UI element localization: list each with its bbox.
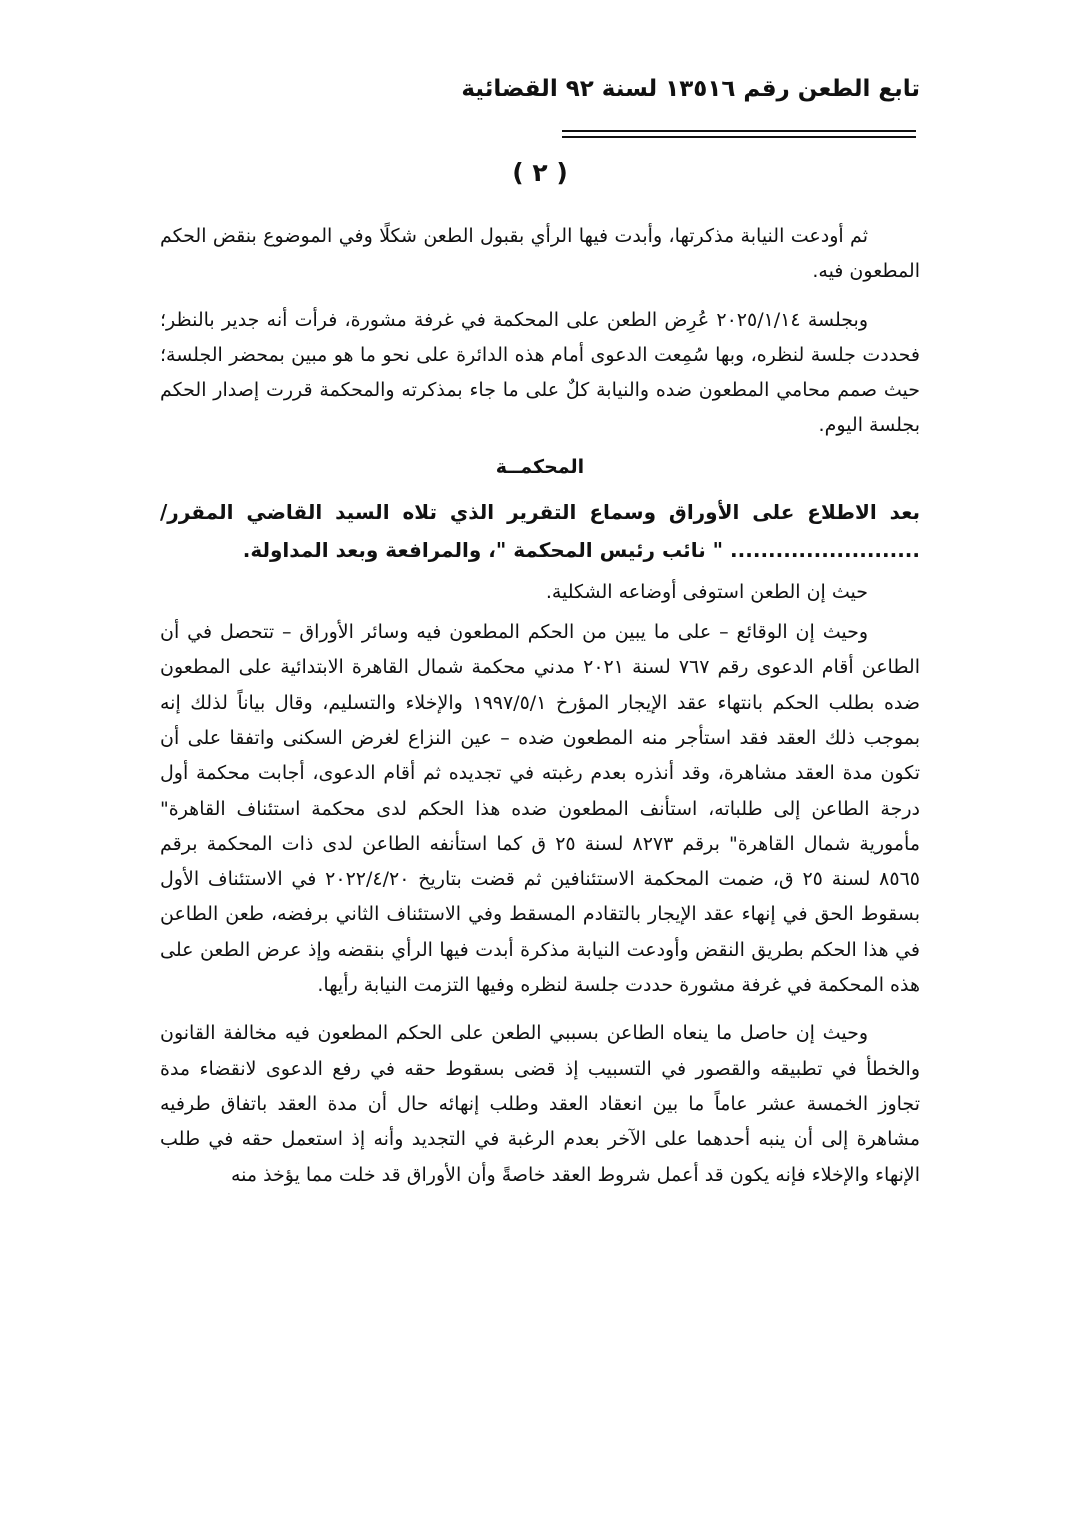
document-body <box>160 219 920 1206</box>
section-heading-court: المحكمــة <box>495 455 585 478</box>
paragraph-grounds: وحيث إن حاصل ما ينعاه الطاعن بسببي الطعن على الحكم المطعون فيه مخالفة القانون والخطأ في تطبيقه والقصور في التسبيب إذ قضى بسقوط حقه في رفع الدعوى لانقضاء مدة تجاوز الخمسة عشر عاماً ما بين انعقاد العقد وطلب إنهائه حال أن مدة العقد باتفاق طرفيه مشاهرة إلى أن ينبه أحدهما على الآخر بعدم الرغبة في التجديد وأنه إذ استعمل حقه في طلب الإنهاء والإخلاء فإنه يكون قد أعمل شروط العقد خاصةً وأن الأوراق قد خلت مما يؤخذ منه <box>160 1022 920 1186</box>
paragraph-after-review: بعد الاطلاع على الأوراق وسماع التقرير الذي تلاه السيد القاضي المقرر/ ......................... " نائب رئيس المحكمة "، والمرافعة وبعد المداولة. <box>160 499 920 562</box>
page-number: ( ٢ ) <box>512 158 568 187</box>
paragraph-formal-requirements: حيث إن الطعن استوفى أوضاعه الشكلية. <box>545 580 868 603</box>
header-double-rule <box>562 130 916 138</box>
paragraph-session: وبجلسة ٢٠٢٥/١/١٤ عُرِض الطعن على المحكمة في غرفة مشورة، فرأت أنه جدير بالنظر؛ فحددت جلسة لنظره، وبها سُمِعت الدعوى أمام هذه الدائرة على نحو ما هو مبين بمحضر الجلسة؛ حيث صمم محامي المطعون ضده والنيابة كلٌ على ما جاء بمذكرته والمحكمة قررت إصدار الحكم بجلسة اليوم. <box>160 308 920 437</box>
case-header-title: تابع الطعن رقم ١٣٥١٦ لسنة ٩٢ القضائية <box>461 76 920 102</box>
paragraph-prosecution-memo: ثم أودعت النيابة مذكرتها، وأبدت فيها الرأي بقبول الطعن شكلًا وفي الموضوع بنقض الحكم المطعون فيه. <box>160 225 920 283</box>
paragraph-facts: وحيث إن الوقائع – على ما يبين من الحكم المطعون فيه وسائر الأوراق – تتحصل في أن الطاعن أقام الدعوى رقم ٧٦٧ لسنة ٢٠٢١ مدني محكمة شمال القاهرة الابتدائية على المطعون ضده بطلب الحكم بانتهاء عقد الإيجار المؤرخ ١٩٩٧/٥/١ والإخلاء والتسليم، وقال بياناً لذلك إنه بموجب ذلك العقد فقد استأجر منه المطعون ضده – عين النزاع لغرض السكنى واتفقا على أن تكون مدة العقد مشاهرة، وقد أنذره بعدم رغبته في تجديده ثم أقام الدعوى، أجابت محكمة أول درجة الطاعن إلى طلباته، استأنف المطعون ضده هذا الحكم لدى محكمة استئناف القاهرة" مأمورية شمال القاهرة" برقم ٨٢٧٣ لسنة ٢٥ ق كما استأنفه الطاعن لدى ذات المحكمة برقم ٨٥٦٥ لسنة ٢٥ ق، ضمت المحكمة الاستئنافين ثم قضت بتاريخ ٢٠٢٢/٤/٢٠ في الاستئناف الأول بسقوط الحق في إنهاء عقد الإيجار بالتقادم المسقط وفي الاستئناف الثاني برفضه، طعن الطاعن في هذا الحكم بطريق النقض وأودعت النيابة مذكرة أبدت فيها الرأي بنقضه وإذ عرض الطعن على هذه المحكمة في غرفة مشورة حددت جلسة لنظره وفيها التزمت النيابة رأيها. <box>160 621 921 997</box>
